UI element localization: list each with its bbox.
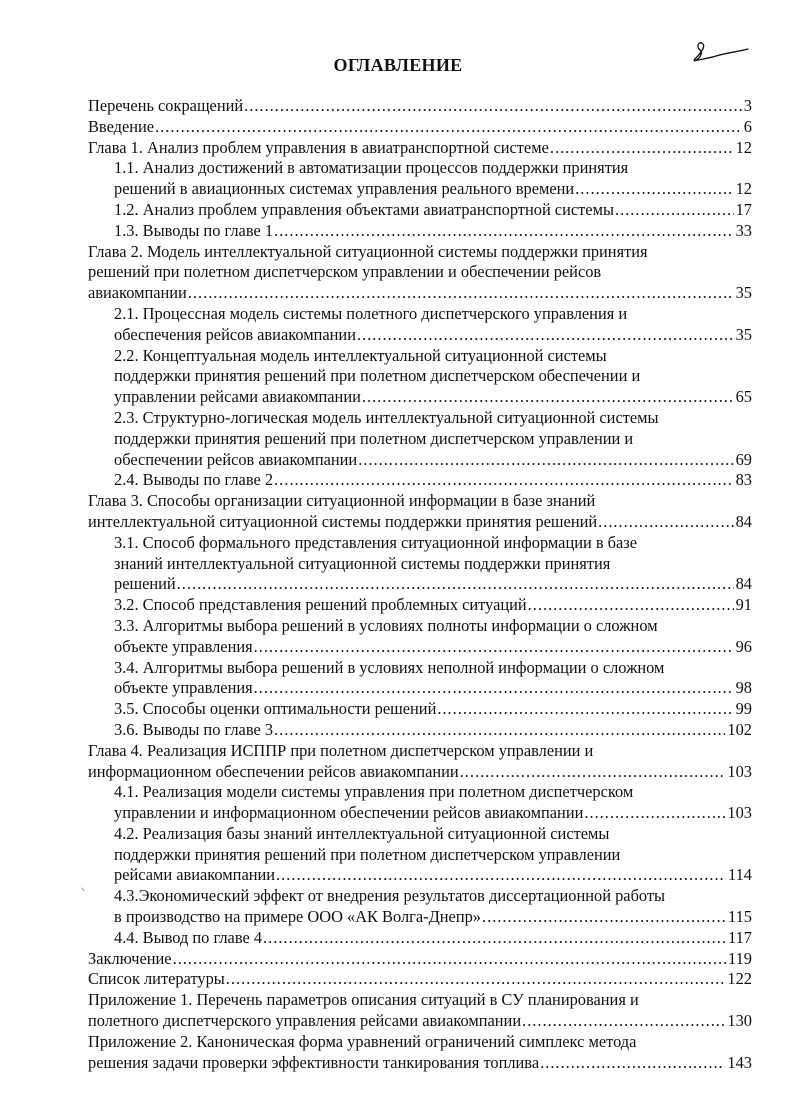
toc-entry-title: 3.5. Способы оценки оптимальности решений — [114, 699, 437, 719]
dot-leader — [188, 283, 734, 304]
toc-page-number: 91 — [735, 595, 752, 615]
toc-section-entry[interactable] — [88, 720, 752, 741]
toc-entry-final-line — [114, 325, 752, 346]
dot-leader — [460, 762, 726, 783]
toc-entry-title: 1.3. Выводы по главе 1 — [114, 220, 274, 240]
toc-entry-text-line: 1.1. Анализ достижений в автоматизации процессов поддержки принятия — [114, 158, 629, 178]
toc-entry-text-line: 3.1. Способ формального представления ситуационной информации в базе — [114, 532, 638, 552]
toc-entry-final-line — [114, 450, 752, 471]
dot-leader — [540, 1053, 725, 1074]
toc-entry-final-line — [88, 96, 752, 117]
dot-leader — [274, 720, 725, 741]
toc-page-number: 33 — [735, 220, 752, 240]
toc-page-number: 12 — [735, 137, 752, 157]
toc-entry-final-line — [114, 574, 752, 595]
toc-entry-text-line: Глава 4. Реализация ИСППР при полетном диспетчерском управлении и — [88, 740, 594, 760]
toc-entry-title: обеспечения рейсов авиакомпании — [114, 324, 356, 344]
dot-leader — [362, 387, 734, 408]
toc-page-number: 98 — [735, 678, 752, 698]
toc-entry-final-line — [114, 200, 752, 221]
toc-entry-final-line — [88, 512, 752, 533]
toc-entry-title: решений в авиационных системах управления реального времени — [114, 179, 575, 199]
toc-entry-title: обеспечении рейсов авиакомпании — [114, 449, 358, 469]
toc-entry-text-line: Глава 3. Способы организации ситуационной информации в базе знаний — [88, 491, 596, 511]
toc-page-number: 102 — [727, 719, 752, 739]
dot-leader — [254, 678, 734, 699]
toc-page-number: 83 — [735, 470, 752, 490]
toc-chapter-entry[interactable] — [88, 949, 752, 970]
toc-page-number: 35 — [735, 324, 752, 344]
toc-entry-title: объекте управления — [114, 636, 253, 656]
toc-chapter-entry[interactable] — [88, 1032, 752, 1074]
toc-entry-final-line — [88, 138, 752, 159]
toc-page-number: 115 — [728, 907, 752, 927]
toc-entry-final-line — [114, 803, 752, 824]
toc-section-entry[interactable] — [88, 408, 752, 470]
toc-entry-text-line: Глава 2. Модель интеллектуальной ситуационной системы поддержки принятия — [88, 241, 648, 261]
toc-entry-final-line — [114, 221, 752, 242]
toc-entry-final-line — [114, 637, 752, 658]
toc-section-entry[interactable] — [88, 304, 752, 346]
toc-page-number: 96 — [735, 636, 752, 656]
dot-leader — [155, 117, 742, 138]
toc-entry-final-line — [88, 762, 752, 783]
toc-entry-final-line — [88, 117, 752, 138]
toc-entry-title: в производство на примере ООО «АК Волга-Днепр» — [114, 907, 481, 927]
toc-chapter-entry[interactable] — [88, 242, 752, 304]
toc-section-entry[interactable] — [88, 158, 752, 200]
dot-leader — [263, 928, 726, 949]
toc-entry-final-line — [88, 1053, 752, 1074]
toc-page-number: 122 — [727, 969, 752, 989]
toc-entry-title: 3.2. Способ представления решений проблемных ситуаций — [114, 595, 527, 615]
toc-entry-text-line: 4.1. Реализация модели системы управления при полетном диспетчерском — [114, 782, 634, 802]
toc-section-entry[interactable] — [88, 200, 752, 221]
dot-leader — [522, 1011, 725, 1032]
dot-leader — [575, 179, 733, 200]
toc-entry-title: рейсами авиакомпании — [114, 865, 276, 885]
toc-entry-title: управлении рейсами авиакомпании — [114, 387, 361, 407]
toc-chapter-entry[interactable] — [88, 491, 752, 533]
toc-entry-final-line — [114, 595, 752, 616]
dot-leader — [254, 637, 734, 658]
dot-leader — [357, 325, 734, 346]
dot-leader — [615, 200, 734, 221]
toc-chapter-entry[interactable] — [88, 96, 752, 117]
toc-entry-title: 4.4. Вывод по главе 4 — [114, 927, 263, 947]
page-title: ОГЛАВЛЕНИЕ — [333, 55, 463, 75]
toc-page-number: 12 — [735, 179, 752, 199]
toc-entry-text-line: 3.4. Алгоритмы выбора решений в условиях неполной информации о сложном — [114, 657, 665, 677]
toc-entry-final-line — [114, 179, 752, 200]
dot-leader — [226, 969, 726, 990]
toc-page-number: 84 — [735, 574, 752, 594]
dot-leader — [274, 470, 734, 491]
toc-entry-text-line: 4.2. Реализация базы знаний интеллектуальной ситуационной системы — [114, 823, 610, 843]
toc-entry-title: Заключение — [88, 948, 172, 968]
toc-page-number: 35 — [735, 283, 752, 303]
dot-leader — [482, 907, 726, 928]
toc-section-entry[interactable] — [88, 346, 752, 408]
toc-page-number: 3 — [743, 96, 752, 115]
toc-page-number: 84 — [735, 511, 752, 531]
toc-entry-title: информационном обеспечении рейсов авиакомпании — [88, 761, 459, 781]
toc-entry-text-line: 2.2. Концептуальная модель интеллектуальной ситуационной системы — [114, 345, 607, 365]
toc-page-number: 6 — [743, 116, 752, 136]
toc-entry-text-line: поддержки принятия решений при полетном диспетчерском обеспечении и — [114, 366, 641, 386]
toc-entry-final-line — [88, 969, 752, 990]
toc-entry-text-line: 2.1. Процессная модель системы полетного диспетчерского управления и — [114, 303, 628, 323]
toc-section-entry[interactable] — [88, 470, 752, 491]
toc-entry-final-line — [114, 470, 752, 491]
toc-chapter-entry[interactable] — [88, 990, 752, 1032]
toc-page-number: 119 — [728, 948, 752, 968]
toc-section-entry[interactable] — [88, 824, 752, 886]
toc-section-entry[interactable] — [88, 886, 752, 928]
toc-section-entry[interactable] — [88, 595, 752, 616]
toc-entry-text-line: поддержки принятия решений при полетном диспетчерском управлении и — [114, 428, 634, 448]
toc-section-entry[interactable] — [88, 658, 752, 700]
toc-page-number: 103 — [727, 803, 752, 823]
toc-chapter-entry[interactable] — [88, 138, 752, 159]
toc-entry-title: Глава 1. Анализ проблем управления в авиатранспортной системе — [88, 137, 549, 157]
toc-entry-final-line — [114, 928, 752, 949]
toc-entry-final-line — [88, 1011, 752, 1032]
dot-leader — [584, 803, 725, 824]
dot-leader — [244, 96, 742, 117]
dot-leader — [550, 138, 734, 159]
toc-chapter-entry[interactable] — [88, 969, 752, 990]
toc-page-number: 65 — [735, 387, 752, 407]
toc-section-entry[interactable] — [88, 221, 752, 242]
toc-entry-title: решения задачи проверки эффективности танкирования топлива — [88, 1052, 540, 1072]
toc-entry-final-line — [114, 387, 752, 408]
toc-page-number: 99 — [735, 699, 752, 719]
toc-entry-text-line: 3.3. Алгоритмы выбора решений в условиях полноты информации о сложном — [114, 615, 658, 635]
toc-entry-title: 3.6. Выводы по главе 3 — [114, 719, 274, 739]
toc-entry-final-line — [88, 949, 752, 970]
toc-entry-title: авиакомпании — [88, 283, 187, 303]
dot-leader — [528, 595, 734, 616]
toc-entry-title: 1.2. Анализ проблем управления объектами авиатранспортной системы — [114, 199, 614, 219]
scan-speck — [81, 885, 87, 891]
toc-entry-final-line — [88, 283, 752, 304]
toc-entry-final-line — [114, 907, 752, 928]
toc-page-number: 130 — [727, 1011, 752, 1031]
dot-leader — [274, 221, 734, 242]
toc-entry-text-line: решений при полетном диспетчерском управлении и обеспечении рейсов — [88, 262, 602, 282]
toc-chapter-entry[interactable] — [88, 117, 752, 138]
toc-entry-final-line — [114, 720, 752, 741]
toc-entry-title: решений — [114, 574, 176, 594]
toc-entry-title: 2.4. Выводы по главе 2 — [114, 470, 274, 490]
toc-entry-text-line: знаний интеллектуальной ситуационной системы поддержки принятия — [114, 553, 611, 573]
toc-entry-title: Список литературы — [88, 969, 225, 989]
toc-entry-final-line — [114, 678, 752, 699]
table-of-contents — [88, 96, 752, 1073]
toc-entry-text-line: 4.3.Экономический эффект от внедрения результатов диссертационной работы — [114, 886, 666, 906]
toc-entry-text-line: поддержки принятия решений при полетном диспетчерском управлении — [114, 844, 621, 864]
dot-leader — [276, 865, 726, 886]
dot-leader — [358, 450, 733, 471]
toc-entry-final-line — [114, 865, 752, 886]
toc-entry-title: управлении и информационном обеспечении рейсов авиакомпании — [114, 803, 584, 823]
toc-section-entry[interactable] — [88, 782, 752, 824]
toc-entry-text-line: 2.3. Структурно-логическая модель интеллектуальной ситуационной системы — [114, 407, 659, 427]
dot-leader — [177, 574, 734, 595]
toc-entry-title: интеллектуальной ситуационной системы поддержки принятия решений — [88, 511, 598, 531]
toc-section-entry[interactable] — [88, 699, 752, 720]
toc-page-number: 69 — [735, 449, 752, 469]
dot-leader — [173, 949, 726, 970]
toc-section-entry[interactable] — [88, 928, 752, 949]
toc-entry-text-line: Приложение 1. Перечень параметров описания ситуаций в СУ планирования и — [88, 990, 639, 1010]
dot-leader — [437, 699, 733, 720]
toc-page-number: 17 — [735, 199, 752, 219]
toc-entry-title: Введение — [88, 116, 155, 136]
dot-leader — [598, 512, 733, 533]
toc-page-number: 117 — [728, 927, 752, 947]
toc-entry-title: объекте управления — [114, 678, 253, 698]
toc-section-entry[interactable] — [88, 533, 752, 595]
toc-section-entry[interactable] — [88, 616, 752, 658]
toc-page-number: 103 — [727, 761, 752, 781]
toc-chapter-entry[interactable] — [88, 741, 752, 783]
toc-entry-final-line — [114, 699, 752, 720]
toc-page-number: 143 — [727, 1052, 752, 1072]
toc-page-number: 114 — [728, 865, 752, 885]
toc-entry-text-line: Приложение 2. Каноническая форма уравнений ограничений симплекс метода — [88, 1031, 637, 1051]
toc-entry-title: полетного диспетчерского управления рейсами авиакомпании — [88, 1011, 522, 1031]
toc-entry-title: Перечень сокращений — [88, 96, 244, 115]
